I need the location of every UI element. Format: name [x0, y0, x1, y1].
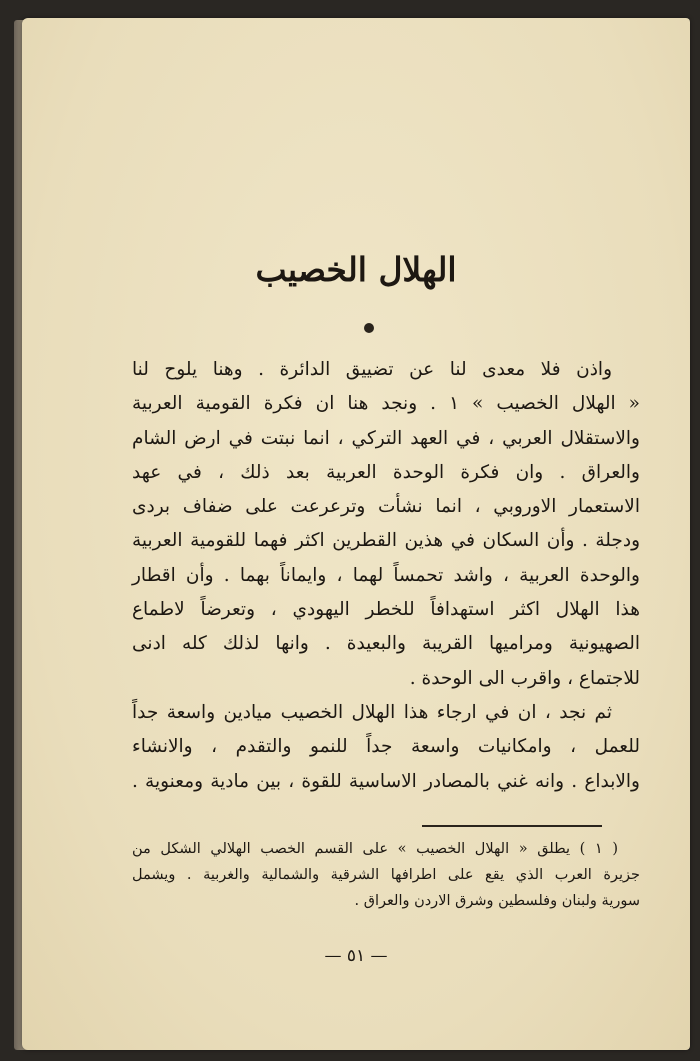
- footnote-separator: [422, 825, 602, 827]
- body-line: « الهلال الخصيب » ١ . ونجد هنا ان فكرة القومية العربية: [132, 393, 640, 415]
- footnote-line: جزيرة العرب الذي يقع على اطرافها الشرقية والشمالية والغربية . ويشمل: [132, 867, 640, 883]
- body-text: [132, 353, 640, 799]
- body-line: واذن فلا معدى لنا عن تضييق الدائرة . وهنا يلوح لنا: [132, 359, 612, 380]
- body-line: هذا الهلال اكثر استهدافاً للخطر اليهودي ، وتعرضاً لاطماع: [132, 599, 640, 621]
- chapter-title: الهلال الخصيب: [255, 250, 457, 289]
- body-line: ثم نجد ، ان في ارجاء هذا الهلال الخصيب ميادين واسعة جداً: [132, 701, 612, 723]
- body-line: الصهيونية ومراميها القريبة والبعيدة . وانها لذلك كله ادنى: [132, 633, 640, 655]
- book-page: [22, 18, 690, 1050]
- title-ornament-dot: [364, 323, 374, 333]
- body-line: والعراق . وان فكرة الوحدة العربية بعد ذلك ، في عهد: [132, 461, 640, 483]
- body-line: والابداع . وانه غني بالمصادر الاساسية للقوة ، بين مادية ومعنوية .: [132, 770, 640, 792]
- body-line: للاجتماع ، واقرب الى الوحدة .: [409, 667, 640, 689]
- footnote-line: ( ١ ) يطلق « الهلال الخصيب » على القسم الخصب الهلالي الشكل من: [132, 841, 618, 857]
- body-line: والوحدة العربية ، واشد تحمساً لهما ، وايماناً بهما . وأن اقطار: [132, 564, 640, 586]
- page-number: — ٥١ —: [324, 946, 388, 966]
- body-line: ودجلة . وأن السكان في هذين القطرين اكثر فهما للقومية العربية: [132, 530, 640, 552]
- body-line: والاستقلال العربي ، في العهد التركي ، انما نبتت في ارض الشام: [132, 427, 640, 449]
- footnote-line: سورية ولبنان وفلسطين وشرق الاردن والعراق .: [354, 893, 640, 909]
- body-line: للعمل ، وامكانيات واسعة جداً للنمو والتقدم ، والانشاء: [132, 736, 640, 758]
- body-line: الاستعمار الاوروبي ، انما نشأت وترعرعت على ضفاف بردى: [132, 496, 640, 518]
- footnote-text: [132, 836, 640, 914]
